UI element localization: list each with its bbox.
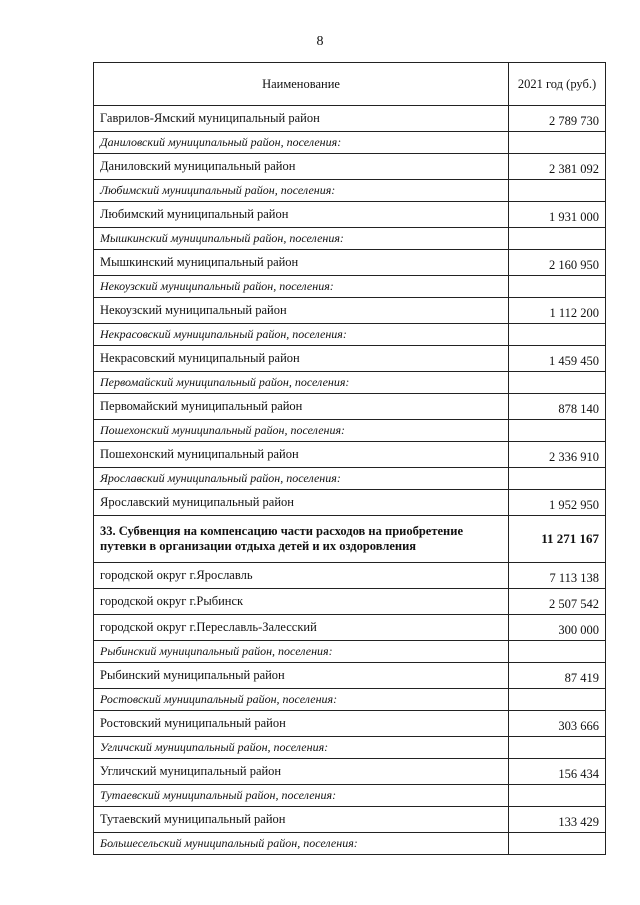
row-amount [509, 420, 606, 442]
row-amount: 300 000 [509, 615, 606, 641]
table-row [94, 106, 606, 132]
row-name: Ростовский муниципальный район, поселения: [94, 689, 509, 711]
row-name: 33. Субвенция на компенсацию части расходов на приобретение путевки в организации отдыха детей и их оздоровления [94, 516, 509, 563]
row-amount [509, 689, 606, 711]
row-name: Некоузский муниципальный район, поселения: [94, 276, 509, 298]
row-name: Первомайский муниципальный район, поселения: [94, 372, 509, 394]
row-name: городской округ г.Рыбинск [94, 589, 509, 615]
table-row [94, 807, 606, 833]
table-row [94, 346, 606, 372]
table-section-row [94, 516, 606, 563]
row-name: Тутаевский муниципальный район, поселения: [94, 785, 509, 807]
table-row [94, 154, 606, 180]
row-name: Пошехонский муниципальный район [94, 442, 509, 468]
row-name: Любимский муниципальный район, поселения: [94, 180, 509, 202]
row-name: Ярославский муниципальный район, поселения: [94, 468, 509, 490]
row-amount: 303 666 [509, 711, 606, 737]
row-amount [509, 132, 606, 154]
table-row [94, 615, 606, 641]
table-subheader-row [94, 228, 606, 250]
table-subheader-row [94, 641, 606, 663]
row-amount [509, 641, 606, 663]
row-amount: 7 113 138 [509, 563, 606, 589]
row-amount [509, 785, 606, 807]
row-amount: 156 434 [509, 759, 606, 785]
table-row [94, 442, 606, 468]
row-name: городской округ г.Ярославль [94, 563, 509, 589]
row-name: Пошехонский муниципальный район, поселения: [94, 420, 509, 442]
row-name: Некрасовский муниципальный район, поселения: [94, 324, 509, 346]
row-amount [509, 324, 606, 346]
row-amount: 2 381 092 [509, 154, 606, 180]
table-row [94, 711, 606, 737]
table-row [94, 663, 606, 689]
table-subheader-row [94, 420, 606, 442]
row-name: Любимский муниципальный район [94, 202, 509, 228]
table-row [94, 490, 606, 516]
row-name: Угличский муниципальный район, поселения: [94, 737, 509, 759]
row-amount [509, 228, 606, 250]
table-subheader-row [94, 132, 606, 154]
row-name: Рыбинский муниципальный район, поселения: [94, 641, 509, 663]
table-row [94, 298, 606, 324]
table-subheader-row [94, 324, 606, 346]
header-amount: 2021 год (руб.) [509, 63, 606, 106]
row-name: Тутаевский муниципальный район [94, 807, 509, 833]
row-amount [509, 737, 606, 759]
row-amount [509, 180, 606, 202]
row-amount: 2 789 730 [509, 106, 606, 132]
row-amount [509, 833, 606, 855]
row-amount: 133 429 [509, 807, 606, 833]
row-name: Даниловский муниципальный район, поселения: [94, 132, 509, 154]
table-body [94, 106, 606, 855]
row-name: Даниловский муниципальный район [94, 154, 509, 180]
row-name: Ярославский муниципальный район [94, 490, 509, 516]
table-subheader-row [94, 785, 606, 807]
page-number: 8 [316, 34, 324, 49]
row-amount: 2 336 910 [509, 442, 606, 468]
row-name: Некоузский муниципальный район [94, 298, 509, 324]
row-amount: 2 507 542 [509, 589, 606, 615]
table-row [94, 589, 606, 615]
row-name: Мышкинский муниципальный район, поселения: [94, 228, 509, 250]
row-amount: 1 952 950 [509, 490, 606, 516]
row-name: Рыбинский муниципальный район [94, 663, 509, 689]
row-amount: 2 160 950 [509, 250, 606, 276]
row-amount [509, 276, 606, 298]
row-amount: 1 112 200 [509, 298, 606, 324]
table-subheader-row [94, 468, 606, 490]
row-amount: 878 140 [509, 394, 606, 420]
table-subheader-row [94, 689, 606, 711]
table-subheader-row [94, 180, 606, 202]
table-row [94, 202, 606, 228]
row-amount: 11 271 167 [509, 516, 606, 563]
table-subheader-row [94, 737, 606, 759]
table-subheader-row [94, 372, 606, 394]
budget-table [93, 62, 606, 855]
row-name: Мышкинский муниципальный район [94, 250, 509, 276]
table-header-row [94, 63, 606, 106]
header-name: Наименование [94, 63, 509, 106]
row-name: Гаврилов-Ямский муниципальный район [94, 106, 509, 132]
row-amount: 87 419 [509, 663, 606, 689]
row-name: городской округ г.Переславль-Залесский [94, 615, 509, 641]
table-row [94, 250, 606, 276]
table-row [94, 563, 606, 589]
row-name: Первомайский муниципальный район [94, 394, 509, 420]
row-amount [509, 468, 606, 490]
row-name: Угличский муниципальный район [94, 759, 509, 785]
table-row [94, 394, 606, 420]
row-name: Большесельский муниципальный район, поселения: [94, 833, 509, 855]
row-amount: 1 931 000 [509, 202, 606, 228]
table-subheader-row [94, 276, 606, 298]
row-amount: 1 459 450 [509, 346, 606, 372]
row-name: Ростовский муниципальный район [94, 711, 509, 737]
row-amount [509, 372, 606, 394]
row-name: Некрасовский муниципальный район [94, 346, 509, 372]
table-subheader-row [94, 833, 606, 855]
table-row [94, 759, 606, 785]
